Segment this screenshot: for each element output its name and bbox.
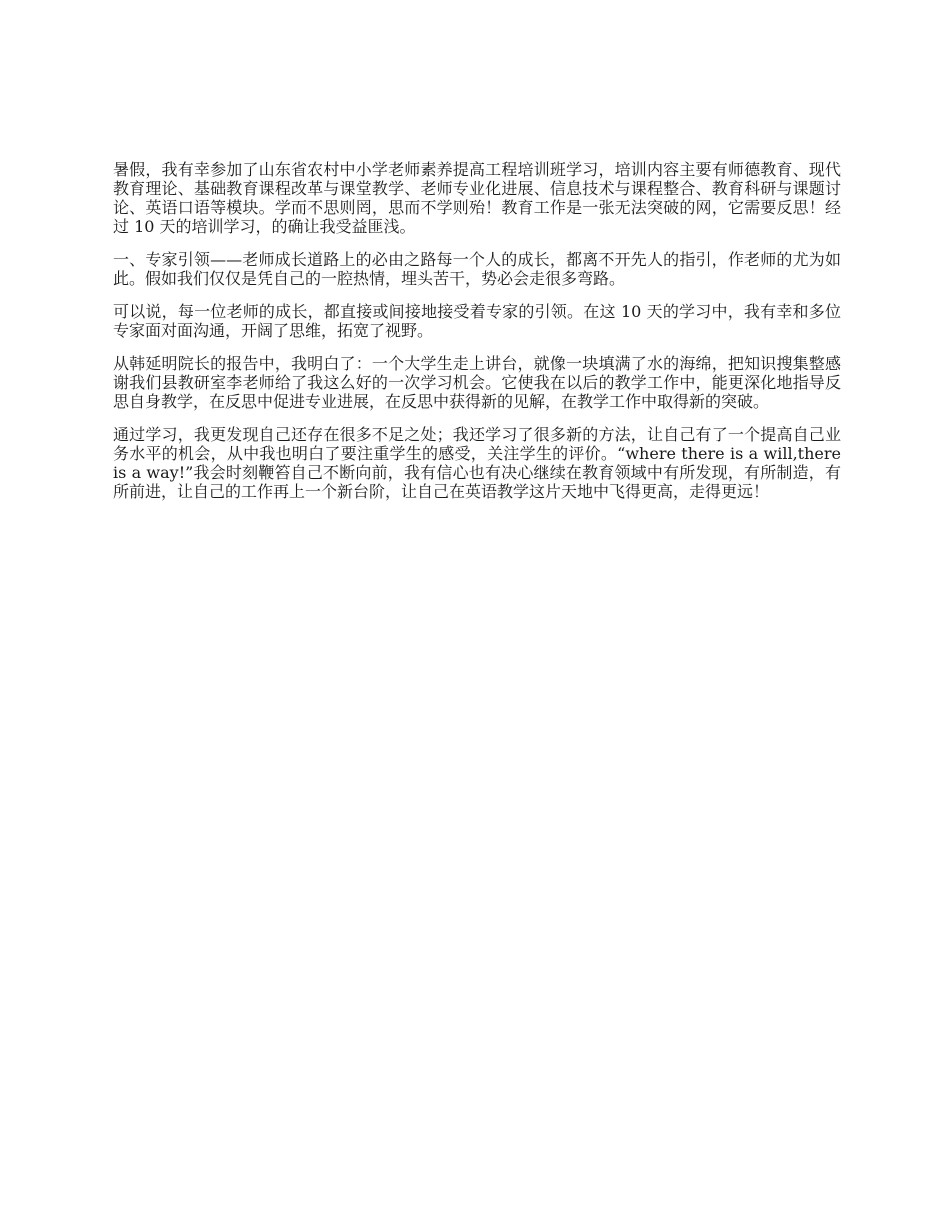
- paragraph-4: 从韩延明院长的报告中，我明白了：一个大学生走上讲台，就像一块填满了水的海绵，把知识搜集整感谢我们县教研室李老师给了我这么好的一次学习机会。它使我在以后的教学工作中，能更深化地指导反思自身教学，在反思中促进专业进展，在反思中获得新的见解，在教学工作中取得新的突破。: [113, 354, 841, 411]
- paragraph-5: 通过学习，我更发现自己还存在很多不足之处；我还学习了很多新的方法，让自己有了一个提高自己业务水平的机会，从中我也明白了要注重学生的感受，关注学生的评价。“where there is a will,there is a way!”我会时刻鞭笞自己不断向前，我有信心也有决心继续在教育领域中有所发现，有所制造，有所前进，让自己的工作再上一个新台阶，让自己在英语教学这片天地中飞得更高，走得更远！: [113, 425, 841, 501]
- paragraph-3: 可以说，每一位老师的成长，都直接或间接地接受着专家的引领。在这 10 天的学习中，我有幸和多位专家面对面沟通，开阔了思维，拓宽了视野。: [113, 302, 841, 340]
- document-body: [113, 160, 841, 515]
- paragraph-2: 一、专家引领——老师成长道路上的必由之路每一个人的成长，都离不开先人的指引，作老师的尤为如此。假如我们仅仅是凭自己的一腔热情，埋头苦干，势必会走很多弯路。: [113, 250, 841, 288]
- paragraph-1: 暑假，我有幸参加了山东省农村中小学老师素养提高工程培训班学习，培训内容主要有师德教育、现代教育理论、基础教育课程改革与课堂教学、老师专业化进展、信息技术与课程整合、教育科研与课题讨论、英语口语等模块。学而不思则罔，思而不学则殆！教育工作是一张无法突破的网，它需要反思！经过 10 天的培训学习，的确让我受益匪浅。: [113, 160, 841, 236]
